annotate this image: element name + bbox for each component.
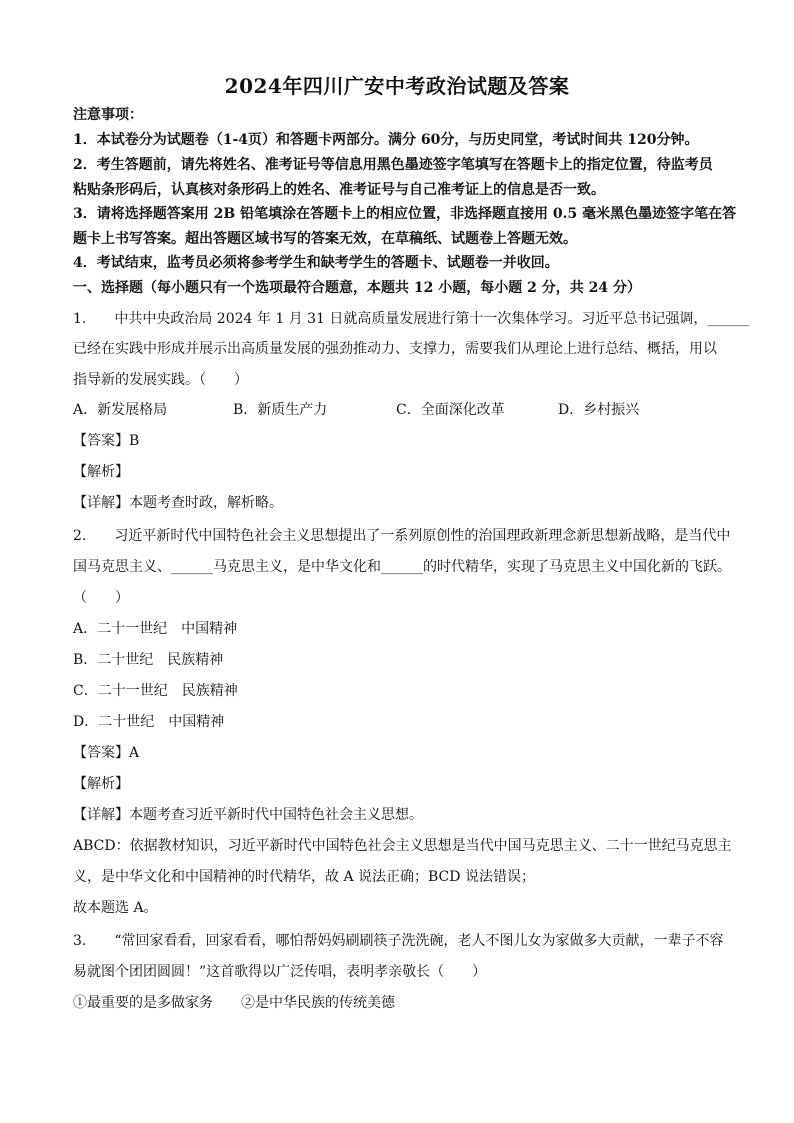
- options-line: ①最重要的是多做家务 ②是中华民族的传统美德: [73, 995, 395, 1011]
- question-line: 1. 中共中央政治局 2024 年 1 月 31 日就高质量发展进行第十一次集体学习。习近平总书记强调，______: [73, 311, 750, 327]
- question-line: （ ）: [73, 590, 129, 606]
- explain-line: ABCD：依据教材知识，习近平新时代中国特色社会主义思想是当代中国马克思主义、二十一世纪马克思主: [73, 838, 732, 854]
- question-line: 易就图个团团圆圆！”这首歌得以广泛传唱，表明孝亲敬长（ ）: [73, 964, 487, 980]
- notice-line: 4．考试结束，监考员必须将参考学生和缺考学生的答题卡、试题卷一并收回。: [73, 255, 559, 271]
- notice-heading: 注意事项：: [73, 107, 143, 123]
- option-c: C．全面深化改革: [396, 402, 505, 418]
- option-a: A．二十一世纪 中国精神: [73, 621, 238, 637]
- notice-line: 3．请将选择题答案用 2B 铅笔填涂在答题卡上的相应位置，非选择题直接用 0.5 毫米黑色墨迹签字笔在答: [73, 206, 737, 222]
- analysis-label: 【解析】: [73, 776, 129, 792]
- options-row: [73, 400, 639, 420]
- question-line: 指导新的发展实践。（ ）: [73, 372, 248, 388]
- page-title: 2024年四川广安中考政治试题及答案: [224, 74, 570, 98]
- analysis-label: 【解析】: [73, 464, 129, 480]
- option-d: D．二十世纪 中国精神: [73, 714, 225, 730]
- explain-line: 故本题选 A。: [73, 900, 158, 916]
- notice-line: 1．本试卷分为试题卷（1-4页）和答题卡两部分。满分 60分，与历史同堂，考试时间共 120分钟。: [73, 132, 699, 148]
- option-b: B．新质生产力: [233, 402, 328, 418]
- explain-line: 义，是中华文化和中国精神的时代精华，故 A 说法正确；BCD 说法错误；: [73, 869, 535, 885]
- question-line: 已经在实践中形成并展示出高质量发展的强劲推动力、支撑力，需要我们从理论上进行总结、概括，用以: [73, 341, 717, 357]
- notice-line: 粘贴条形码后，认真核对条形码上的姓名、准考证号与自己准考证上的信息是否一致。: [73, 182, 605, 198]
- notice-line: 题卡上书写答案。超出答题区域书写的答案无效，在草稿纸、试题卷上答题无效。: [73, 231, 577, 247]
- question-line: 3. “常回家看看，回家看看，哪怕帮妈妈刷刷筷子洗洗碗，老人不图儿女为家做多大贡献，一辈子不容: [73, 933, 724, 949]
- question-line: 2. 习近平新时代中国特色社会主义思想提出了一系列原创性的治国理政新理念新思想新战略，是当代中: [73, 528, 731, 544]
- section-heading: 一、选择题（每小题只有一个选项最符合题意，本题共 12 小题，每小题 2 分，共 24 分）: [73, 280, 641, 296]
- option-b: B．二十世纪 民族精神: [73, 652, 224, 668]
- answer-label: 【答案】B: [73, 433, 140, 449]
- detail-text: 【详解】本题考查习近平新时代中国特色社会主义思想。: [73, 807, 423, 823]
- question-line: 国马克思主义、______马克思主义，是中华文化和______的时代精华，实现了马克思主义中国化新的飞跃。: [73, 559, 731, 575]
- detail-text: 【详解】本题考查时政，解析略。: [73, 495, 283, 511]
- answer-label: 【答案】A: [73, 745, 140, 761]
- option-a: A．新发展格局: [73, 402, 168, 418]
- option-c: C．二十一世纪 民族精神: [73, 683, 238, 699]
- notice-line: 2．考生答题前，请先将姓名、准考证号等信息用黑色墨迹签字笔填写在答题卡上的指定位置，待监考员: [73, 157, 713, 173]
- option-d: D．乡村振兴: [558, 402, 640, 418]
